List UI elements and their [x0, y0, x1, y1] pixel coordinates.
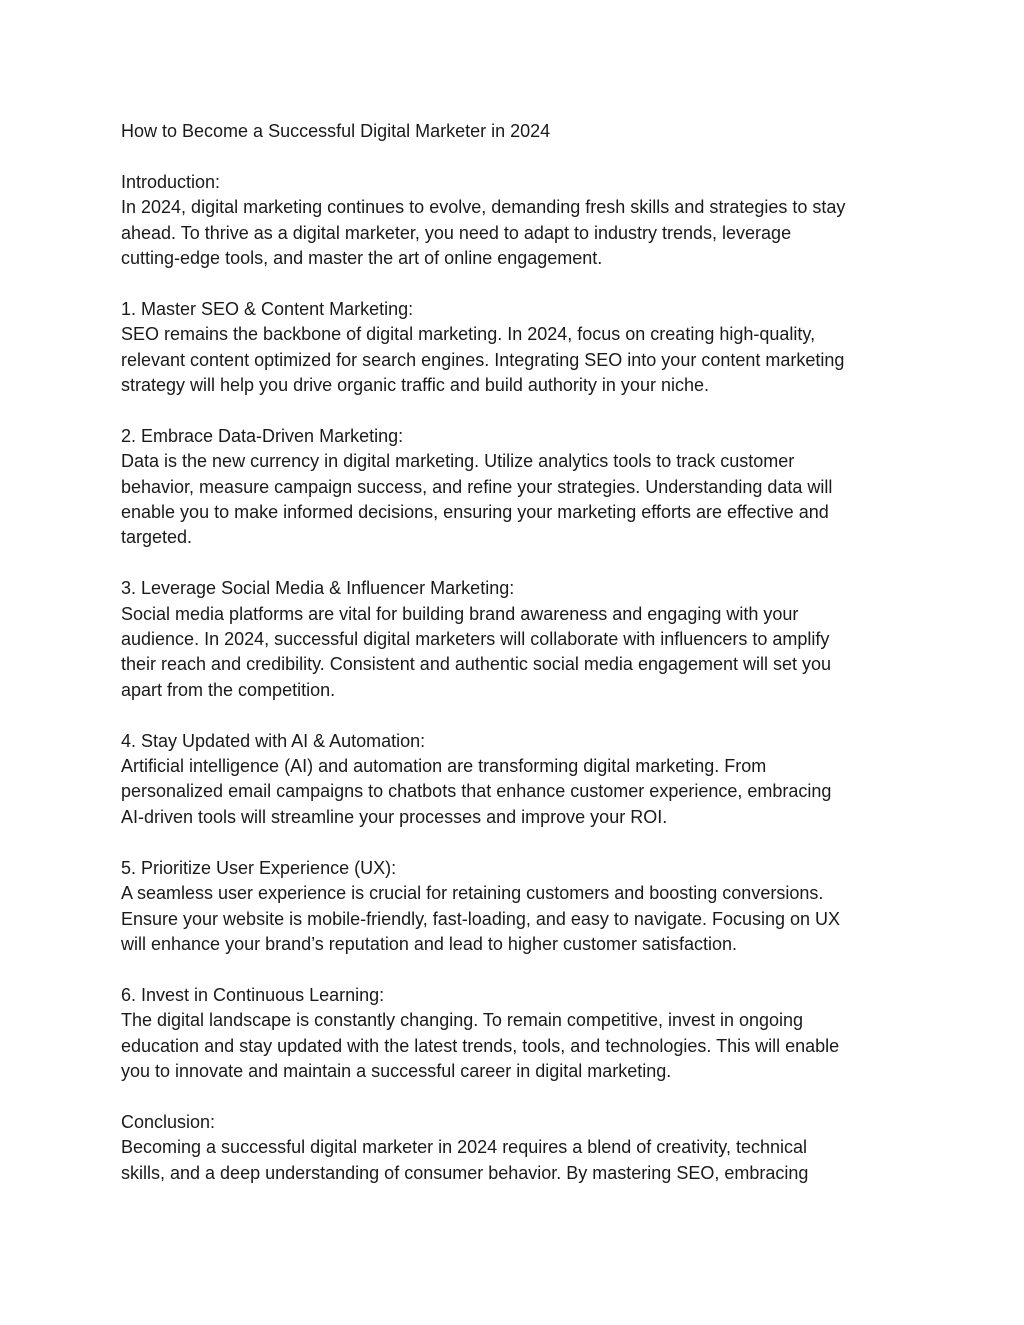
body-line: Becoming a successful digital marketer in 2024 requires a blend of creativity, technical: [121, 1137, 808, 1158]
spacer: [121, 144, 911, 169]
body-line: behavior, measure campaign success, and refine your strategies. Understanding data will: [121, 476, 833, 497]
body-line: SEO remains the backbone of digital marketing. In 2024, focus on creating high-quality,: [121, 324, 816, 345]
section-ai-automation: [121, 729, 911, 831]
section-heading: 5. Prioritize User Experience (UX):: [121, 857, 397, 878]
body-line: Artificial intelligence (AI) and automation are transforming digital marketing. From: [121, 756, 767, 777]
body-line: personalized email campaigns to chatbots that enhance customer experience, embracing: [121, 781, 832, 802]
section-heading: 1. Master SEO & Content Marketing:: [121, 298, 414, 319]
body-line: cutting-edge tools, and master the art of online engagement.: [121, 248, 603, 269]
section-heading: 4. Stay Updated with AI & Automation:: [121, 730, 426, 751]
spacer: [121, 551, 911, 576]
spacer: [121, 271, 911, 296]
section-social-media: [121, 576, 911, 703]
body-line: you to innovate and maintain a successful career in digital marketing.: [121, 1060, 672, 1081]
document-title: How to Become a Successful Digital Marketer in 2024: [121, 121, 551, 141]
spacer: [121, 830, 911, 855]
body-line: The digital landscape is constantly changing. To remain competitive, invest in ongoing: [121, 1010, 804, 1031]
body-line: In 2024, digital marketing continues to evolve, demanding fresh skills and strategies to stay: [121, 197, 846, 218]
section-heading: 2. Embrace Data-Driven Marketing:: [121, 425, 404, 446]
body-line: enable you to make informed decisions, ensuring your marketing efforts are effective and: [121, 502, 829, 523]
body-line: strategy will help you drive organic traffic and build authority in your niche.: [121, 375, 709, 396]
body-line: Ensure your website is mobile-friendly, fast-loading, and easy to navigate. Focusing on UX: [121, 908, 841, 929]
section-heading: Conclusion:: [121, 1111, 216, 1132]
body-line: education and stay updated with the latest trends, tools, and technologies. This will enable: [121, 1035, 840, 1056]
document-body: [121, 119, 911, 1186]
spacer: [121, 957, 911, 982]
body-line: ahead. To thrive as a digital marketer, you need to adapt to industry trends, leverage: [121, 222, 792, 243]
body-line: skills, and a deep understanding of consumer behavior. By mastering SEO, embracing: [121, 1162, 809, 1183]
section-heading: 6. Invest in Continuous Learning:: [121, 984, 385, 1005]
section-user-experience: [121, 856, 911, 958]
body-line: Social media platforms are vital for building brand awareness and engaging with your: [121, 603, 799, 624]
body-line: Data is the new currency in digital marketing. Utilize analytics tools to track customer: [121, 451, 795, 472]
section-seo-content: [121, 297, 911, 399]
spacer: [121, 1084, 911, 1109]
spacer: [121, 703, 911, 728]
section-introduction: [121, 170, 911, 272]
body-line: audience. In 2024, successful digital marketers will collaborate with influencers to amplify: [121, 629, 830, 650]
section-data-driven: [121, 424, 911, 551]
body-line: their reach and credibility. Consistent and authentic social media engagement will set you: [121, 654, 832, 675]
body-line: will enhance your brand’s reputation and lead to higher customer satisfaction.: [121, 933, 738, 954]
body-line: A seamless user experience is crucial for retaining customers and boosting conversions.: [121, 883, 824, 904]
section-heading: 3. Leverage Social Media & Influencer Marketing:: [121, 578, 515, 599]
spacer: [121, 398, 911, 423]
body-line: relevant content optimized for search engines. Integrating SEO into your content marketing: [121, 349, 845, 370]
section-continuous-learning: [121, 983, 911, 1085]
section-conclusion: [121, 1110, 911, 1186]
body-line: AI-driven tools will streamline your processes and improve your ROI.: [121, 806, 668, 827]
section-heading: Introduction:: [121, 171, 221, 192]
body-line: apart from the competition.: [121, 679, 336, 700]
body-line: targeted.: [121, 527, 193, 548]
